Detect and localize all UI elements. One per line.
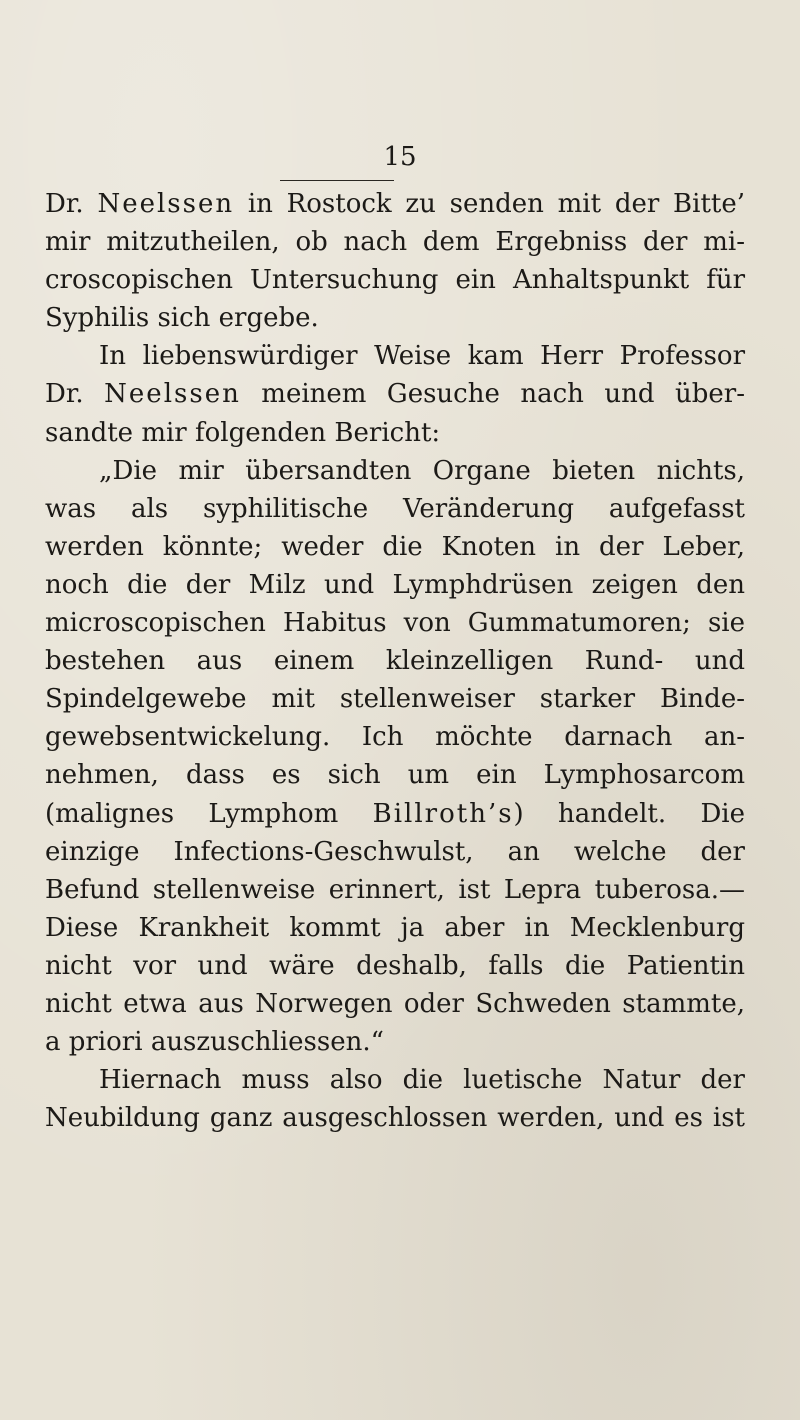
- text-line: [45, 871, 745, 909]
- text-line: [45, 756, 745, 794]
- text-run: Spindelgewebe mit stellenweiser starker Binde-: [45, 684, 745, 715]
- text-line: [45, 1023, 745, 1061]
- text-line: [45, 985, 745, 1023]
- text-run: (malignes Lymphom: [45, 798, 373, 829]
- text-line: [45, 299, 745, 337]
- text-run: microscopischen Habitus von Gummatumoren; sie: [45, 608, 745, 639]
- text-run: mir mitzutheilen, ob nach dem Ergebniss der mi-: [45, 227, 745, 258]
- text-line: [45, 375, 745, 413]
- text-run: Diese Krankheit kommt ja aber in Mecklenburg: [45, 912, 745, 943]
- text-line: [45, 833, 745, 871]
- text-run: Hiernach muss also die luetische Natur der: [99, 1065, 745, 1096]
- header-rule: [280, 180, 394, 181]
- text-run: gewebsentwickelung. Ich möchte darnach an-: [45, 722, 745, 753]
- text-line: [45, 718, 745, 756]
- text-run: ) handelt. Die: [513, 798, 745, 829]
- text-run: sandte mir folgenden Bericht:: [45, 417, 441, 448]
- text-run: einzige Infections-Geschwulst, an welche der: [45, 836, 745, 867]
- text-run: meinem Gesuche nach und über-: [240, 379, 745, 410]
- text-line: [45, 528, 745, 566]
- text-line: [45, 185, 745, 223]
- text-run: Neubildung ganz ausgeschlossen werden, und es ist: [45, 1103, 745, 1134]
- text-run: noch die der Milz und Lymphdrüsen zeigen den: [45, 569, 745, 600]
- page-number: 15: [383, 142, 417, 172]
- spaced-name: Billroth’s: [372, 798, 514, 829]
- text-run: bestehen aus einem kleinzelligen Rund- und: [45, 646, 745, 677]
- text-line: [45, 909, 745, 947]
- text-line: [45, 261, 745, 299]
- spaced-name: Neelssen: [97, 189, 235, 219]
- text-line: [45, 1061, 745, 1099]
- body-text: [45, 185, 745, 1137]
- spaced-name: Neelssen: [104, 379, 241, 410]
- text-run: nehmen, dass es sich um ein Lymphosarcom: [45, 760, 745, 791]
- text-run: Syphilis sich ergebe.: [45, 303, 319, 334]
- text-run: in Rostock zu senden mit der Bitte’: [234, 189, 745, 219]
- text-run: In liebenswürdiger Weise kam Herr Professor: [99, 341, 745, 372]
- text-line: [45, 337, 745, 375]
- text-line: [45, 566, 745, 604]
- text-run: „Die mir übersandten Organe bieten nichts,: [99, 455, 745, 486]
- text-run: nicht etwa aus Norwegen oder Schweden stammte,: [45, 988, 745, 1019]
- text-line: [45, 223, 745, 261]
- text-run: a priori auszuschliessen.“: [45, 1027, 384, 1058]
- text-line: [45, 680, 745, 718]
- text-run: Dr.: [45, 379, 105, 410]
- text-line: [45, 947, 745, 985]
- text-line: [45, 490, 745, 528]
- text-run: Befund stellenweise erinnert, ist Lepra tuberosa.—: [45, 874, 745, 905]
- text-run: werden könnte; weder die Knoten in der Leber,: [45, 531, 745, 562]
- text-run: croscopischen Untersuchung ein Anhaltspunkt für: [45, 265, 745, 296]
- text-run: nicht vor und wäre deshalb, falls die Patientin: [45, 950, 745, 981]
- text-line: [45, 452, 745, 490]
- text-line: [45, 642, 745, 680]
- text-line: [45, 795, 745, 833]
- text-run: Dr.: [45, 189, 98, 219]
- text-run: was als syphilitische Veränderung aufgefasst: [45, 493, 745, 524]
- text-line: [45, 414, 745, 452]
- text-line: [45, 1099, 745, 1137]
- text-line: [45, 604, 745, 642]
